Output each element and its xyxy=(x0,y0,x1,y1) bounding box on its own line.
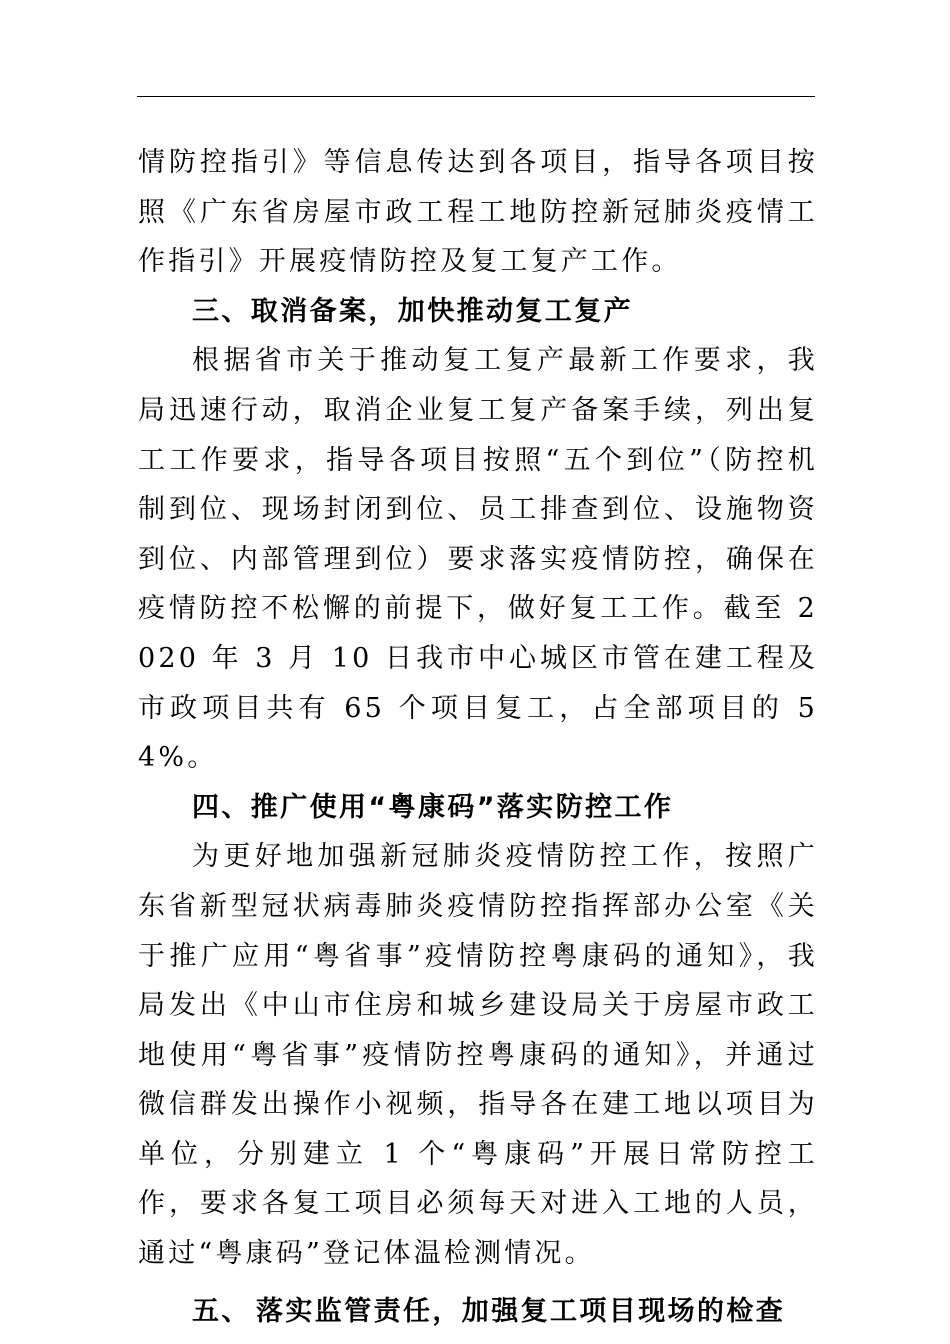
section-3-heading: 三、取消备案，加快推动复工复产 xyxy=(192,295,633,327)
header-rule xyxy=(137,96,815,97)
section-5-title: 落实监管责任，加强复工项目现场的检查 xyxy=(256,1295,786,1327)
section-3-paragraph: 根据省市关于推动复工复产最新工作要求，我局迅速行动，取消企业复工复产备案手续，列出复工工作要求，指导各项目按照“五个到位”（防控机制到位、现场封闭到位、员工排查到位、设施物资到位、内部管理到位）要求落实疫情防控，确保在疫情防控不松懈的前提下，做好复工工作。截至 2020 年 3 月 10 日我市中心城区市管在建工程及市政项目共有 65 个项目复工，占全部项目的 54%。 xyxy=(138,345,818,774)
section-5-number: 五、 xyxy=(192,1295,251,1327)
section-4-paragraph: 为更好地加强新冠肺炎疫情防控工作，按照广东省新型冠状病毒肺炎疫情防控指挥部办公室《关于推广应用“粤省事”疫情防控粤康码的通知》，我局发出《中山市住房和城乡建设局关于房屋市政工地使用“粤省事”疫情防控粤康码的通知》，并通过微信群发出操作小视频，指导各在建工地以项目为单位，分别建立 1 个“粤康码”开展日常防控工作，要求各复工项目必须每天对进入工地的人员，通过“粤康码”登记体温检测情况。 xyxy=(138,841,818,1270)
section-4-heading: 四、推广使用“粤康码”落实防控工作 xyxy=(192,791,674,823)
section-5-heading xyxy=(138,1287,818,1337)
continuation-paragraph: 情防控指引》等信息传达到各项目，指导各项目按照《广东省房屋市政工程工地防控新冠肺炎疫情工作指引》开展疫情防控及复工复产工作。 xyxy=(138,147,818,278)
document-body xyxy=(138,138,818,1336)
